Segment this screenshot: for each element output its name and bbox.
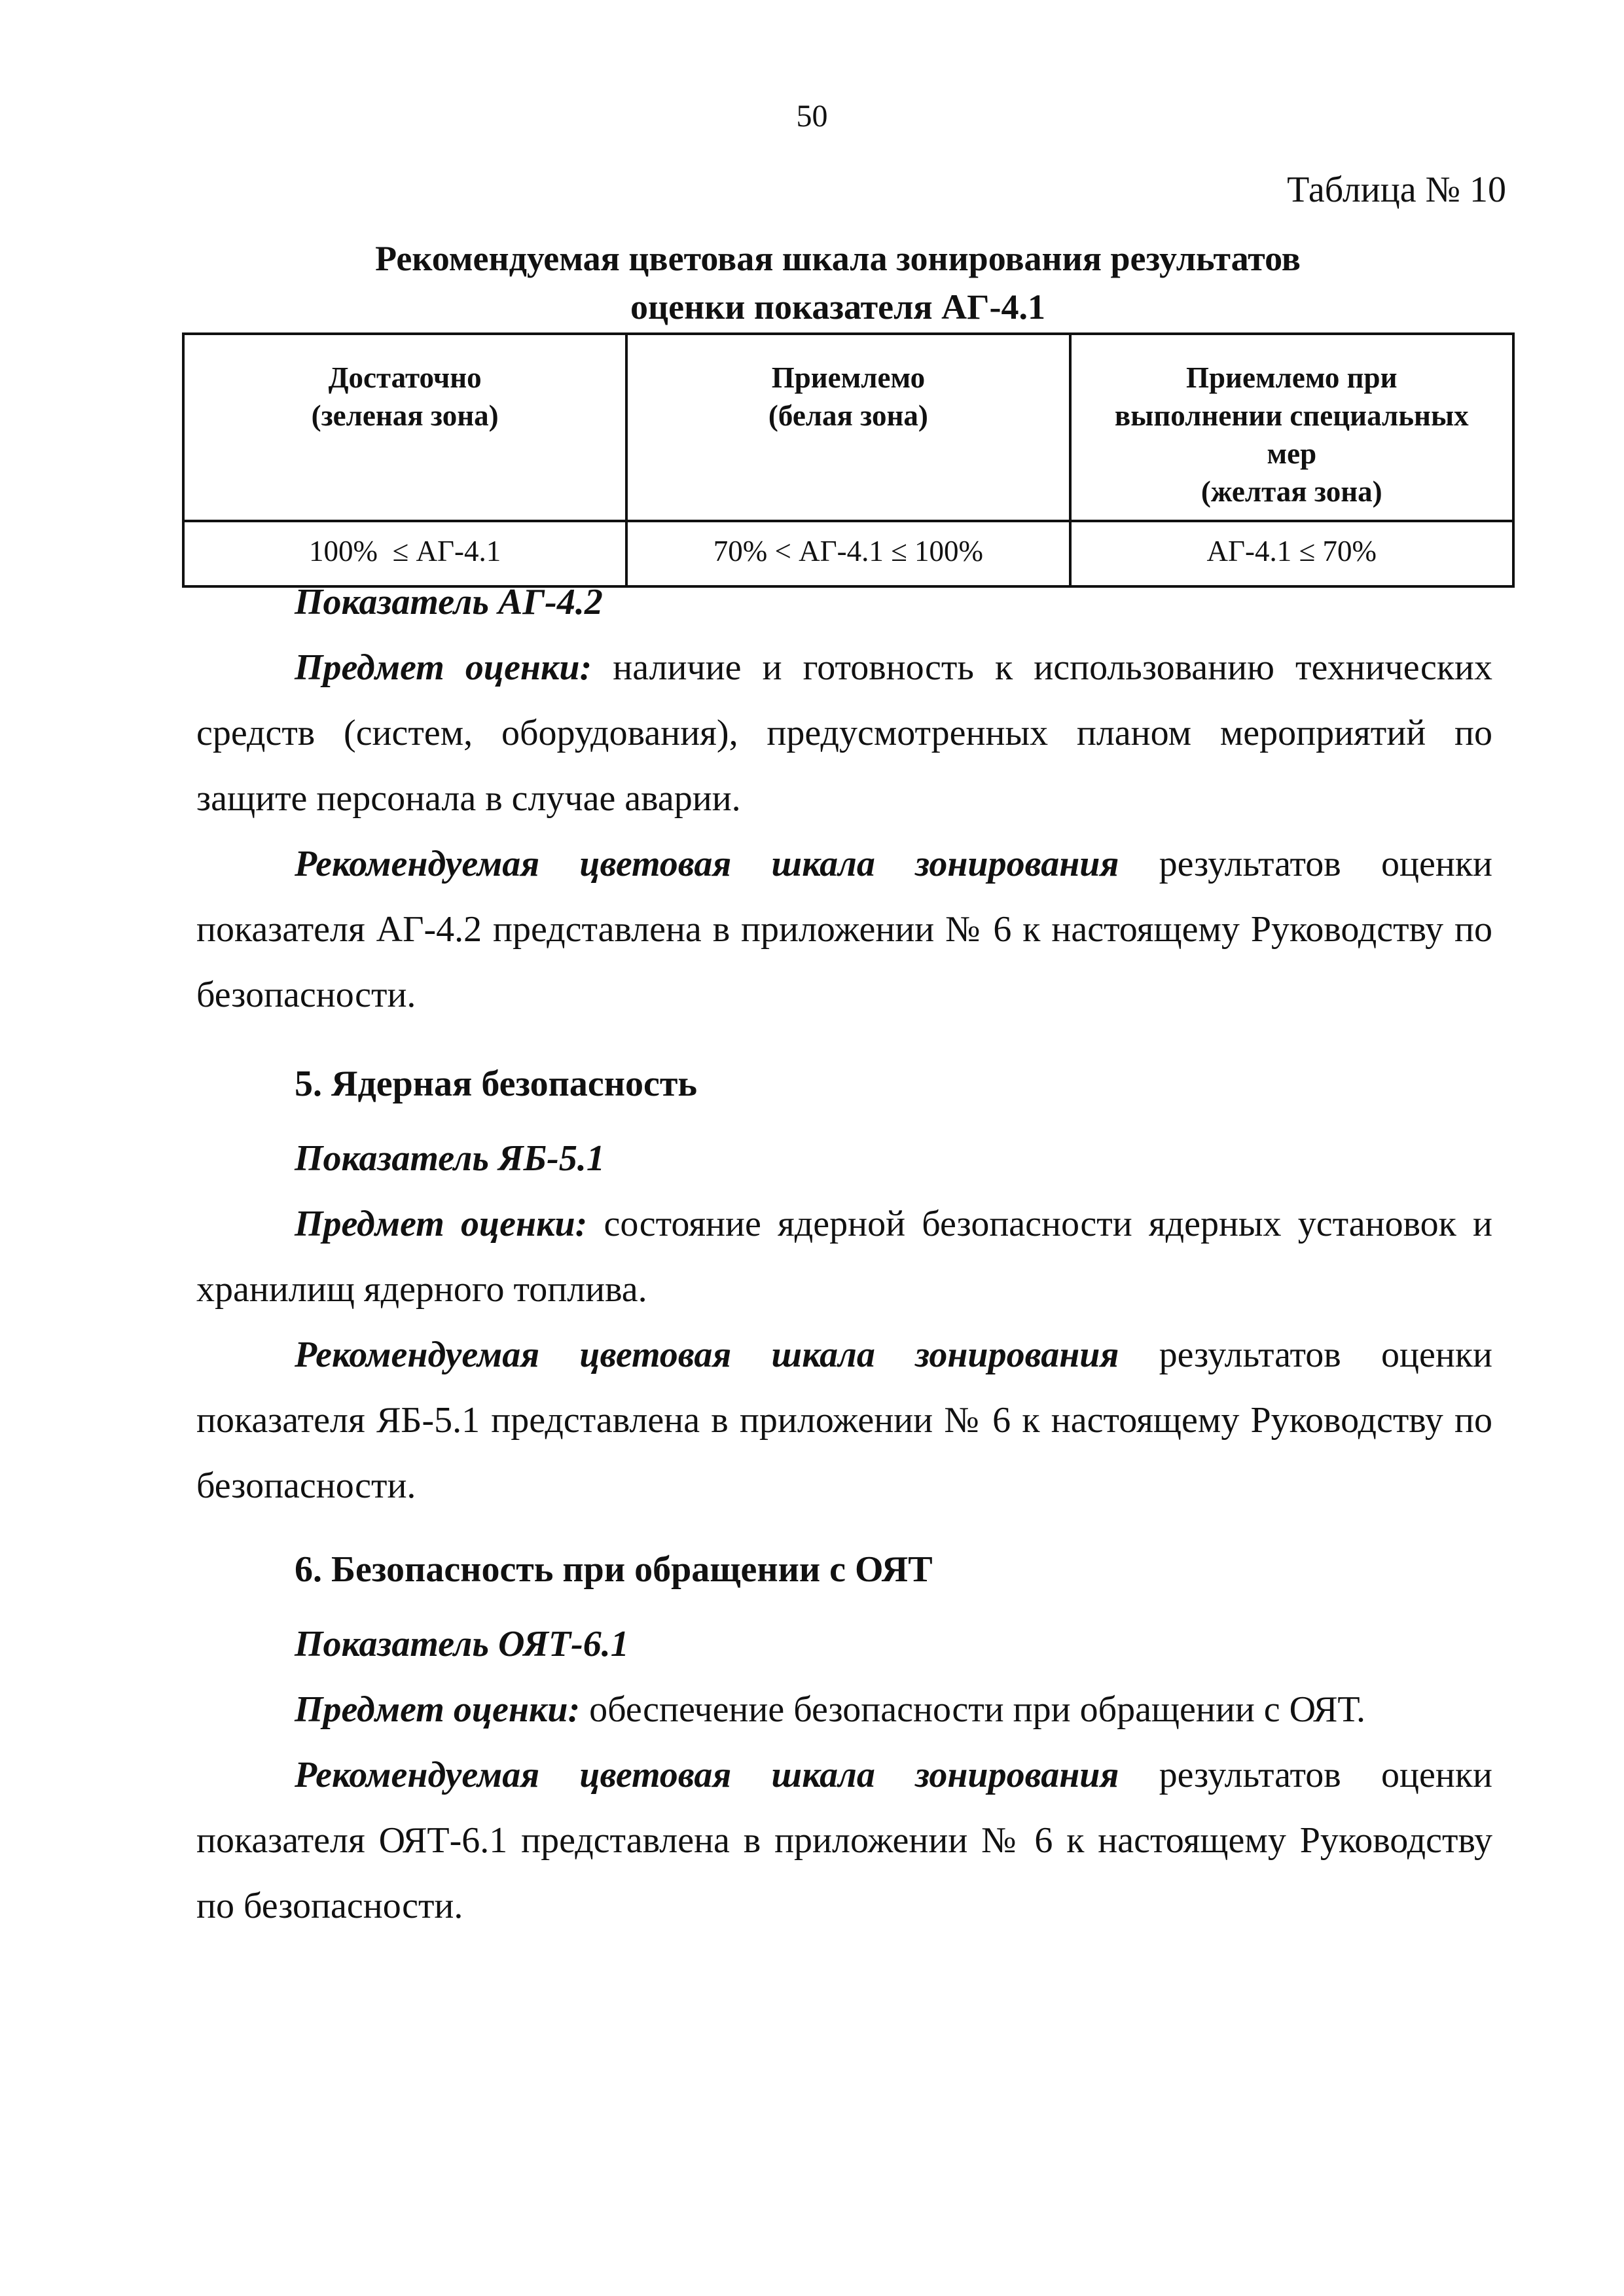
subject-paragraph	[196, 635, 1492, 831]
subject-paragraph	[196, 1191, 1492, 1322]
table-title	[196, 234, 1479, 331]
header-line: выполнении специальных	[1114, 399, 1469, 432]
header-sufficient	[183, 334, 626, 521]
subject-lead: Предмет оценки:	[295, 1689, 581, 1730]
page-number: 50	[796, 99, 828, 134]
table-title-line-1: Рекомендуемая цветовая шкала зонирования результатов	[375, 239, 1301, 278]
table-cell: АГ-4.1 ≤ 70%	[1070, 521, 1513, 586]
table-header-row	[183, 334, 1513, 521]
subject-paragraph	[196, 1677, 1492, 1742]
header-line: (желтая зона)	[1200, 475, 1382, 508]
indicator-heading: Показатель АГ-4.2	[295, 582, 603, 622]
scale-paragraph	[196, 831, 1492, 1028]
ag42-block	[196, 569, 1492, 1028]
header-line: Приемлемо	[771, 361, 926, 394]
subject-text: обеспечение безопасности при обращении с ОЯТ.	[580, 1689, 1366, 1730]
table-label: Таблица № 10	[1287, 170, 1506, 210]
scale-text: результатов оценки показателя ЯБ-5.1 представлена в приложении № 6 к настоящему Руководству по безопасности.	[196, 1335, 1492, 1506]
header-line: Достаточно	[328, 361, 482, 394]
header-line: Приемлемо при	[1186, 361, 1398, 394]
scale-paragraph	[196, 1742, 1492, 1939]
header-acceptable-special	[1070, 334, 1513, 521]
header-acceptable	[626, 334, 1070, 521]
scale-paragraph	[196, 1322, 1492, 1518]
scale-lead: Рекомендуемая цветовая шкала зонирования	[295, 844, 1119, 884]
section-6	[196, 1537, 1492, 1939]
section-title: 6. Безопасность при обращении с ОЯТ	[295, 1549, 933, 1590]
table-cell: 100% ≤ АГ-4.1	[183, 521, 626, 586]
zoning-scale-table	[182, 332, 1515, 588]
subject-text: наличие и готовность к использованию технических средств (систем, оборудования), предусмотренных планом мероприятий по защите персонала в случае аварии.	[196, 647, 1492, 819]
subject-text: состояние ядерной безопасности ядерных установок и хранилищ ядерного топлива.	[196, 1204, 1492, 1310]
subject-lead: Предмет оценки:	[295, 1204, 588, 1244]
indicator-heading: Показатель ЯБ-5.1	[295, 1138, 605, 1179]
scale-lead: Рекомендуемая цветовая шкала зонирования	[295, 1335, 1119, 1375]
indicator-heading: Показатель ОЯТ-6.1	[295, 1624, 629, 1664]
scale-text: результатов оценки показателя ОЯТ-6.1 представлена в приложении № 6 к настоящему Руководству по безопасности.	[196, 1755, 1492, 1926]
header-line: (белая зона)	[768, 399, 928, 432]
header-line: (зеленая зона)	[311, 399, 499, 432]
scale-text: результатов оценки показателя АГ-4.2 представлена в приложении № 6 к настоящему Руководству по безопасности.	[196, 844, 1492, 1015]
table-title-line-2: оценки показателя АГ-4.1	[630, 287, 1045, 327]
header-line: мер	[1267, 437, 1317, 470]
table-cell: 70% < АГ-4.1 ≤ 100%	[626, 521, 1070, 586]
section-5	[196, 1051, 1492, 1518]
section-title: 5. Ядерная безопасность	[295, 1064, 697, 1104]
subject-lead: Предмет оценки:	[295, 647, 592, 688]
scale-lead: Рекомендуемая цветовая шкала зонирования	[295, 1755, 1119, 1795]
